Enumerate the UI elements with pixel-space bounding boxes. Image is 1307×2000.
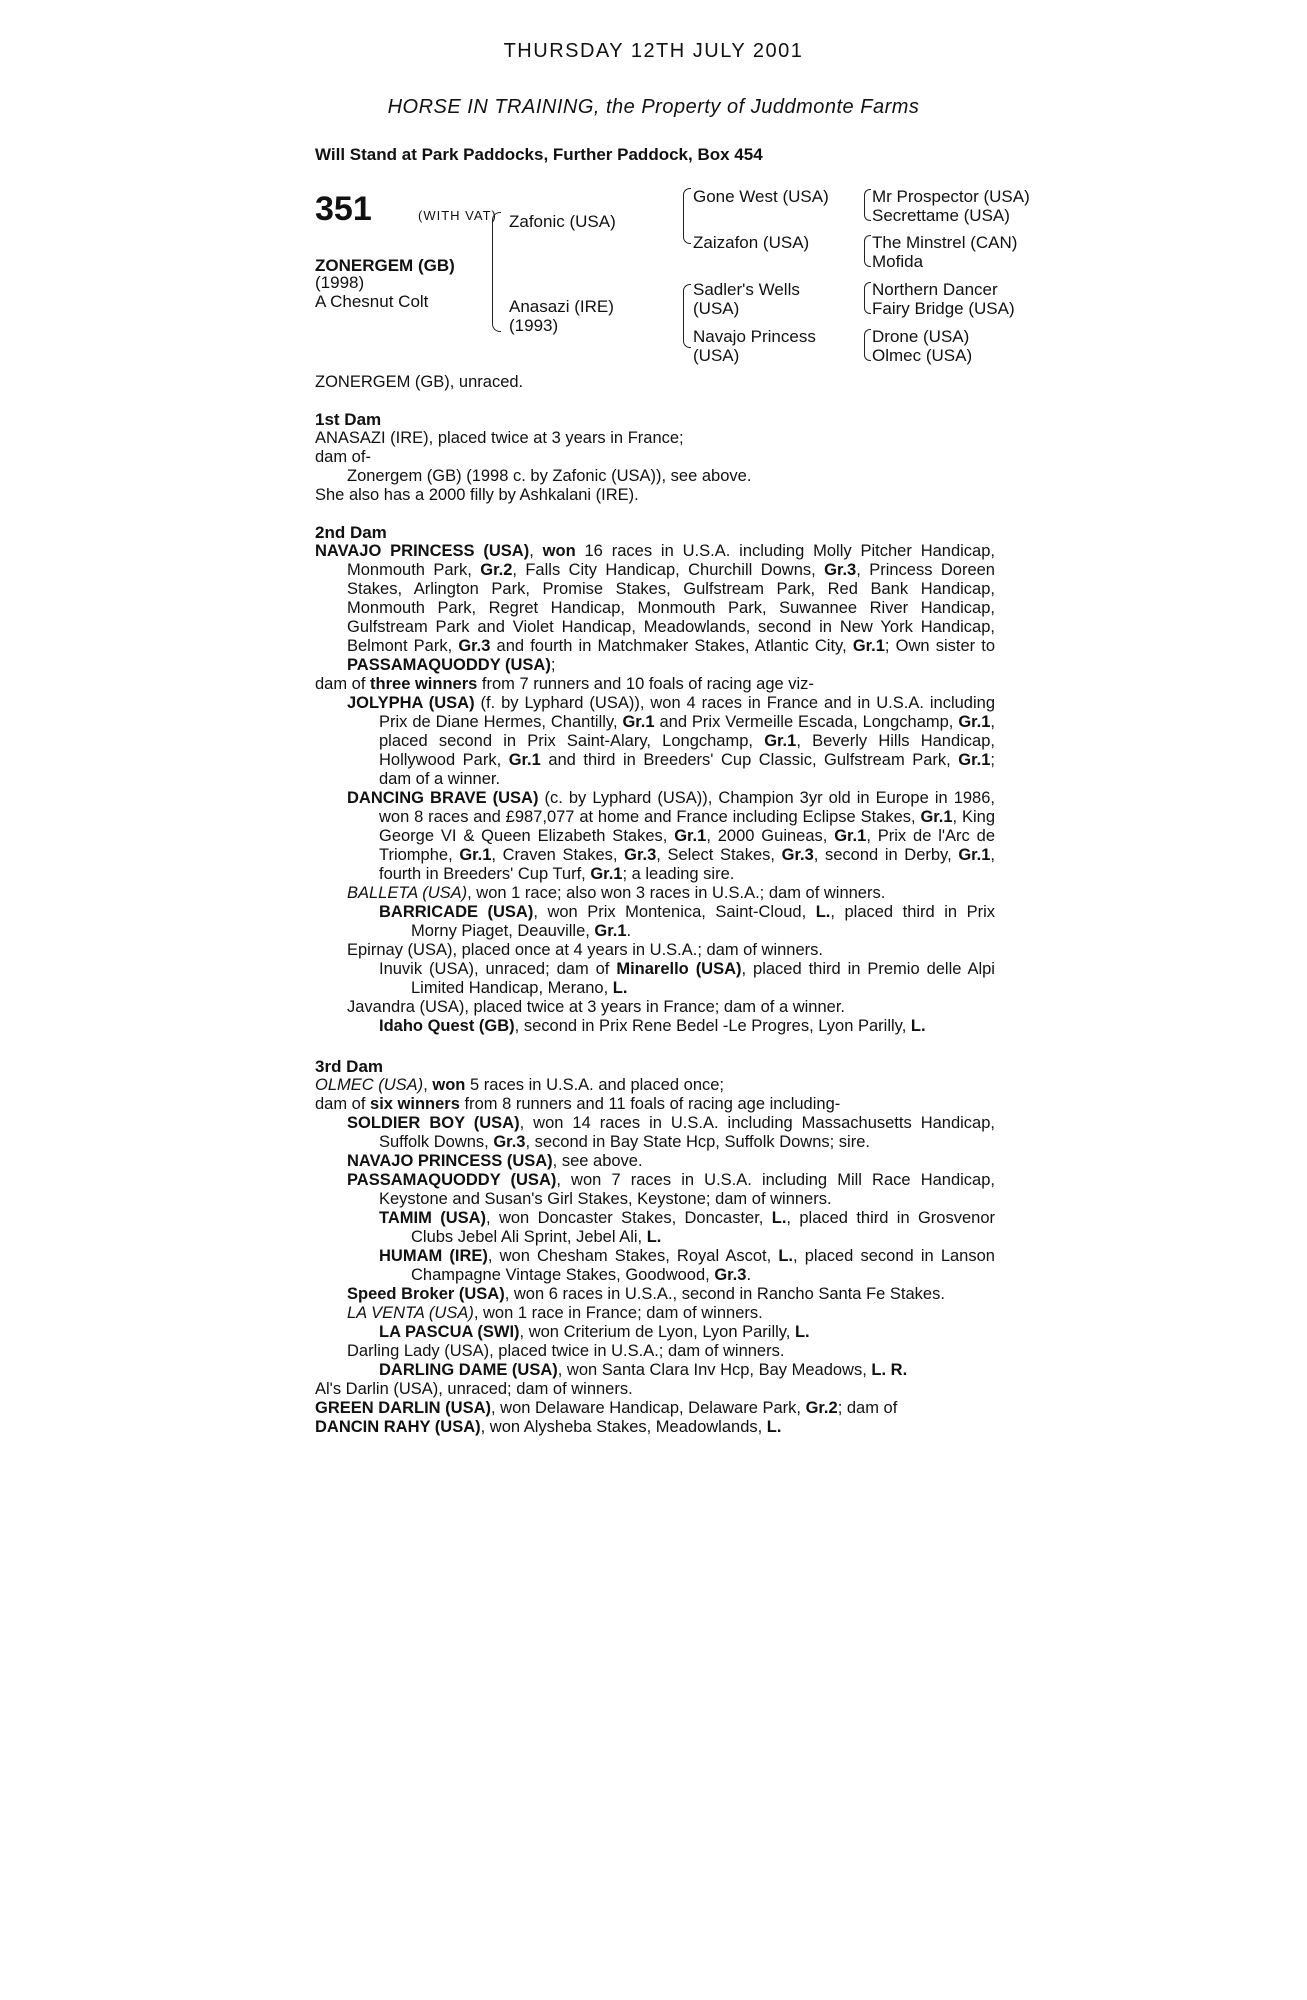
- dam-dam-line-1: Navajo Princess: [693, 327, 816, 346]
- progeny-name: NAVAJO PRINCESS (USA): [347, 1152, 553, 1170]
- progeny-tamim: [315, 1209, 995, 1247]
- record-text: and third in Breeders' Cup Classic, Gulfstream Park,: [540, 751, 959, 769]
- record-text: , Prix de l'Arc de Triomphe,: [379, 827, 995, 864]
- ss-sire: Mr Prospector (USA): [872, 187, 1030, 206]
- record-text: ; Own sister to: [884, 637, 996, 655]
- listed-label: L.: [612, 979, 628, 997]
- record-text: , Beverly Hills Handicap, Hollywood Park,: [379, 732, 995, 769]
- produce-text: from 7 runners and 10 foals of racing age viz-: [477, 675, 814, 693]
- lot-number: 351: [315, 190, 372, 228]
- dam-dam-line-2: (USA): [693, 346, 740, 365]
- listed-label: L.: [771, 1209, 787, 1227]
- sire-brace: [683, 188, 691, 244]
- third-dam-section: [315, 1057, 995, 1437]
- record-text: , placed third in Premio delle Alpi Limited Handicap, Merano,: [411, 960, 995, 997]
- brace-dd: [864, 329, 871, 361]
- second-dam-produce: [315, 675, 995, 694]
- progeny-als-darlin: Al's Darlin (USA), unraced; dam of winners.: [315, 1380, 633, 1398]
- record-text: , placed third in Prix Morny Piaget, Deauville,: [411, 903, 995, 940]
- winners-count: three winners: [370, 675, 478, 693]
- listed-label: L.: [815, 903, 831, 921]
- dam-of-label: dam of: [315, 675, 371, 693]
- third-dam-name: OLMEC (USA): [315, 1076, 424, 1094]
- dam-of-label: dam of: [315, 1095, 371, 1113]
- horse-name: ZONERGEM (GB): [315, 256, 455, 275]
- progeny-darling-lady: Darling Lady (USA), placed twice in U.S.A.; dam of winners.: [347, 1342, 785, 1360]
- progeny-passamaquoddy: [315, 1171, 995, 1209]
- grade-label: Gr.1: [590, 865, 623, 883]
- grade-label: Gr.1: [508, 751, 541, 769]
- listed-label: L.: [910, 1017, 926, 1035]
- produce-text: from 8 runners and 11 foals of racing age including-: [459, 1095, 841, 1113]
- dd-sire: Drone (USA): [872, 327, 970, 346]
- ds-sire: Northern Dancer: [872, 280, 998, 299]
- brace-ds: [864, 282, 871, 314]
- second-dam-section: [315, 523, 995, 1036]
- progeny-inuvik: [315, 960, 995, 998]
- progeny-name: Minarello (USA): [616, 960, 742, 978]
- listed-label: L.: [646, 1228, 662, 1246]
- sire: Zafonic (USA): [509, 212, 616, 231]
- progeny-name: DANCIN RAHY (USA): [315, 1418, 481, 1436]
- brace-sd: [864, 235, 871, 267]
- record-text: , second in Derby,: [813, 846, 959, 864]
- progeny-darling-dame: [315, 1361, 995, 1380]
- dam-brace: [683, 284, 691, 348]
- record-text: , Falls City Handicap, Churchill Downs,: [512, 561, 825, 579]
- first-dam-section: [315, 410, 995, 505]
- progeny-la-pascua: [315, 1323, 995, 1342]
- punct: .: [746, 1266, 752, 1284]
- progeny-soldier-boy: [315, 1114, 995, 1152]
- record-text: , won Alysheba Stakes, Meadowlands,: [480, 1418, 767, 1436]
- record-text: (f. by Lyphard (USA)), won 4 races in France and in U.S.A. including Prix de Diane Hermes, Chantilly,: [379, 694, 995, 731]
- progeny-name: JOLYPHA (USA): [347, 694, 475, 712]
- record-text: , placed second in Prix Saint-Alary, Longchamp,: [379, 713, 996, 750]
- progeny-barricade: [315, 903, 995, 941]
- record-text: and Prix Vermeille Escada, Longchamp,: [654, 713, 959, 731]
- progeny-dancing-brave: [315, 789, 995, 884]
- listed-label: L.: [794, 1323, 810, 1341]
- second-dam-heading: 2nd Dam: [315, 523, 387, 542]
- record-text: , won Chesham Stakes, Royal Ascot,: [487, 1247, 779, 1265]
- record-text: , 2000 Guineas,: [706, 827, 835, 845]
- record-text: , Select Stakes,: [656, 846, 782, 864]
- progeny-name: PASSAMAQUODDY (USA): [347, 1171, 557, 1189]
- grade-label: Gr.2: [480, 561, 513, 579]
- pedigree-brace: [492, 212, 501, 332]
- listed-label: L.: [778, 1247, 794, 1265]
- record-text: ; dam of: [837, 1399, 898, 1417]
- third-dam-entry: [315, 1076, 995, 1095]
- vat-note: (WITH VAT): [418, 208, 497, 223]
- sire-sire: Gone West (USA): [693, 187, 829, 206]
- record-text: , see above.: [552, 1152, 643, 1170]
- stand-location: Will Stand at Park Paddocks, Further Paddock, Box 454: [315, 145, 763, 164]
- record-text: , won Santa Clara Inv Hcp, Bay Meadows,: [557, 1361, 872, 1379]
- first-dam-foal: Zonergem (GB) (1998 c. by Zafonic (USA)), see above.: [347, 467, 752, 485]
- dam-sire-line-2: (USA): [693, 299, 740, 318]
- progeny-name: DANCING BRAVE (USA): [347, 789, 539, 807]
- record-text: , Craven Stakes,: [491, 846, 625, 864]
- third-dam-heading: 3rd Dam: [315, 1057, 384, 1076]
- progeny-epirnay: Epirnay (USA), placed once at 4 years in U.S.A.; dam of winners.: [347, 941, 823, 959]
- record-text: , won Criterium de Lyon, Lyon Parilly,: [519, 1323, 795, 1341]
- dam-line-1: Anasazi (IRE): [509, 297, 614, 316]
- sale-subtitle: HORSE IN TRAINING, the Property of Juddmonte Farms: [387, 96, 920, 118]
- progeny-name: BARRICADE (USA): [379, 903, 534, 921]
- record-text: , placed third in Grosvenor Clubs Jebel Ali Sprint, Jebel Ali,: [411, 1209, 995, 1246]
- progeny-name: HUMAM (IRE): [379, 1247, 488, 1265]
- dd-dam: Olmec (USA): [872, 346, 973, 365]
- record-text: ; dam of a winner.: [379, 751, 995, 788]
- record-text: and fourth in Matchmaker Stakes, Atlantic City,: [490, 637, 853, 655]
- grade-label: Gr.1: [622, 713, 655, 731]
- record-text: , fourth in Breeders' Cup Turf,: [379, 846, 996, 883]
- horse-year: (1998): [315, 273, 365, 292]
- sd-dam: Mofida: [872, 252, 924, 271]
- won-label: won: [542, 542, 576, 560]
- record-text: , King George VI & Queen Elizabeth Stakes,: [379, 808, 995, 845]
- record-text: , placed second in Lanson Champagne Vintage Stakes, Goodwood,: [411, 1247, 995, 1284]
- grade-label: Gr.1: [834, 827, 867, 845]
- progeny-name: GREEN DARLIN (USA): [315, 1399, 491, 1417]
- grade-label: Gr.1: [958, 751, 991, 769]
- record-text: , won 6 races in U.S.A., second in Rancho Santa Fe Stakes.: [504, 1285, 945, 1303]
- progeny-name: Speed Broker (USA): [347, 1285, 505, 1303]
- grade-label: Gr.1: [958, 846, 991, 864]
- record-text: 16 races in U.S.A. including Molly Pitcher Handicap, Monmouth Park,: [347, 542, 995, 579]
- won-label: won: [432, 1076, 466, 1094]
- first-dam-note: She also has a 2000 filly by Ashkalani (IRE).: [315, 486, 639, 504]
- progeny-name: SOLDIER BOY (USA): [347, 1114, 520, 1132]
- progeny-jolypha: [315, 694, 995, 789]
- punct: ,: [423, 1076, 433, 1094]
- sale-date: THURSDAY 12TH JULY 2001: [503, 40, 804, 62]
- winners-count: six winners: [370, 1095, 460, 1113]
- dam-sire-line-1: Sadler's Wells: [693, 280, 800, 299]
- sibling-name: PASSAMAQUODDY (USA): [347, 656, 551, 674]
- grade-label: Gr.1: [459, 846, 492, 864]
- grade-label: Gr.1: [594, 922, 627, 940]
- grade-label: Gr.1: [764, 732, 797, 750]
- record-text: , Princess Doreen Stakes, Arlington Park, Promise Stakes, Gulfstream Park, Red Bank Handicap, Monmouth Park, Regret Handicap, Monmouth Park, Suwannee River Handicap, Gulfstream Park and Violet Handicap, Meadowlands, second in New York Handicap, Belmont Park,: [347, 561, 995, 655]
- progeny-dancin-rahy: [315, 1418, 995, 1437]
- first-dam-heading: 1st Dam: [315, 410, 382, 429]
- listed-label: L. R.: [871, 1361, 908, 1379]
- grade-label: Gr.1: [958, 713, 991, 731]
- progeny-name: LA VENTA (USA): [347, 1304, 474, 1322]
- grade-label: Gr.1: [674, 827, 707, 845]
- horse-description: A Chesnut Colt: [315, 292, 429, 311]
- progeny-balleta: [315, 884, 995, 903]
- progeny-name: TAMIM (USA): [379, 1209, 487, 1227]
- grade-label: Gr.3: [624, 846, 657, 864]
- progeny-navajo-princess: [315, 1152, 995, 1171]
- summary-line: [315, 373, 995, 392]
- third-dam-produce: [315, 1095, 995, 1114]
- record-text: , won 14 races in U.S.A. including Massachusetts Handicap, Suffolk Downs,: [379, 1114, 995, 1151]
- first-dam-line: ANASAZI (IRE), placed twice at 3 years in France;: [315, 429, 684, 447]
- progeny-idaho: [315, 1017, 995, 1036]
- record-text: , won Prix Montenica, Saint-Cloud,: [533, 903, 816, 921]
- listed-label: L.: [766, 1418, 782, 1436]
- second-dam-entry: NAVAJO PRINCESS (USA), won 16 races in U.S.A. including Molly Pitcher Handicap, Monmouth Park, Gr.2, Falls City Handicap, Churchill Downs, Gr.3, Princess Doreen Stakes, Arlington Park, Promise Stakes, Gulfstream Park, Red Bank Handicap, Monmouth Park, Regret Handicap, Monmouth Park, Suwannee River Handicap, Gulfstream Park and Violet Handicap, Meadowlands, second in New York Handicap, Belmont Park, Gr.3 and fourth in Matchmaker Stakes, Atlantic City, Gr.1; Own sister to PASSAMAQUODDY (USA);: [315, 542, 996, 674]
- summary-text: ZONERGEM (GB), unraced.: [315, 373, 524, 391]
- ds-dam: Fairy Bridge (USA): [872, 299, 1015, 318]
- progeny-name: Idaho Quest (GB): [379, 1017, 515, 1035]
- progeny-la-venta: [315, 1304, 995, 1323]
- grade-label: Gr.3: [824, 561, 857, 579]
- punct: .: [626, 922, 632, 940]
- second-dam-name: NAVAJO PRINCESS (USA): [315, 542, 530, 560]
- punct: ;: [550, 656, 556, 674]
- first-dam-dam-of: dam of-: [315, 448, 371, 466]
- record-text: , won Doncaster Stakes, Doncaster,: [486, 1209, 772, 1227]
- record-text: , won Delaware Handicap, Delaware Park,: [491, 1399, 806, 1417]
- sire-dam: Zaizafon (USA): [693, 233, 810, 252]
- record-text: , won 1 race in France; dam of winners.: [473, 1304, 763, 1322]
- progeny-name: LA PASCUA (SWI): [379, 1323, 520, 1341]
- grade-label: Gr.3: [714, 1266, 747, 1284]
- record-text: , won 7 races in U.S.A. including Mill Race Handicap, Keystone and Susan's Girl Stakes, Keystone; dam of winners.: [379, 1171, 995, 1208]
- record-text: ; a leading sire.: [622, 865, 735, 883]
- grade-label: Gr.1: [920, 808, 953, 826]
- grade-label: Gr.1: [852, 637, 885, 655]
- record-text: , second in Prix Rene Bedel -Le Progres, Lyon Parilly,: [514, 1017, 911, 1035]
- dam-line-2: (1993): [509, 316, 559, 335]
- record-text: Inuvik (USA), unraced; dam of: [379, 960, 617, 978]
- progeny-green-darlin: [315, 1399, 995, 1418]
- record-text: 5 races in U.S.A. and placed once;: [465, 1076, 725, 1094]
- progeny-name: DARLING DAME (USA): [379, 1361, 558, 1379]
- progeny-humam: [315, 1247, 995, 1285]
- grade-label: Gr.3: [781, 846, 814, 864]
- ss-dam: Secrettame (USA): [872, 206, 1010, 225]
- progeny-speed-broker: [315, 1285, 995, 1304]
- sd-sire: The Minstrel (CAN): [872, 233, 1018, 252]
- progeny-name: BALLETA (USA): [347, 884, 468, 902]
- grade-label: Gr.3: [493, 1133, 526, 1151]
- grade-label: Gr.3: [458, 637, 491, 655]
- grade-label: Gr.2: [805, 1399, 838, 1417]
- record-text: (c. by Lyphard (USA)), Champion 3yr old in Europe in 1986, won 8 races and £987,077 at home and France including Eclipse Stakes,: [379, 789, 995, 826]
- record-text: , second in Bay State Hcp, Suffolk Downs; sire.: [525, 1133, 870, 1151]
- brace-ss: [864, 189, 871, 221]
- record-text: , won 1 race; also won 3 races in U.S.A.; dam of winners.: [467, 884, 886, 902]
- progeny-javandra: Javandra (USA), placed twice at 3 years in France; dam of a winner.: [347, 998, 845, 1016]
